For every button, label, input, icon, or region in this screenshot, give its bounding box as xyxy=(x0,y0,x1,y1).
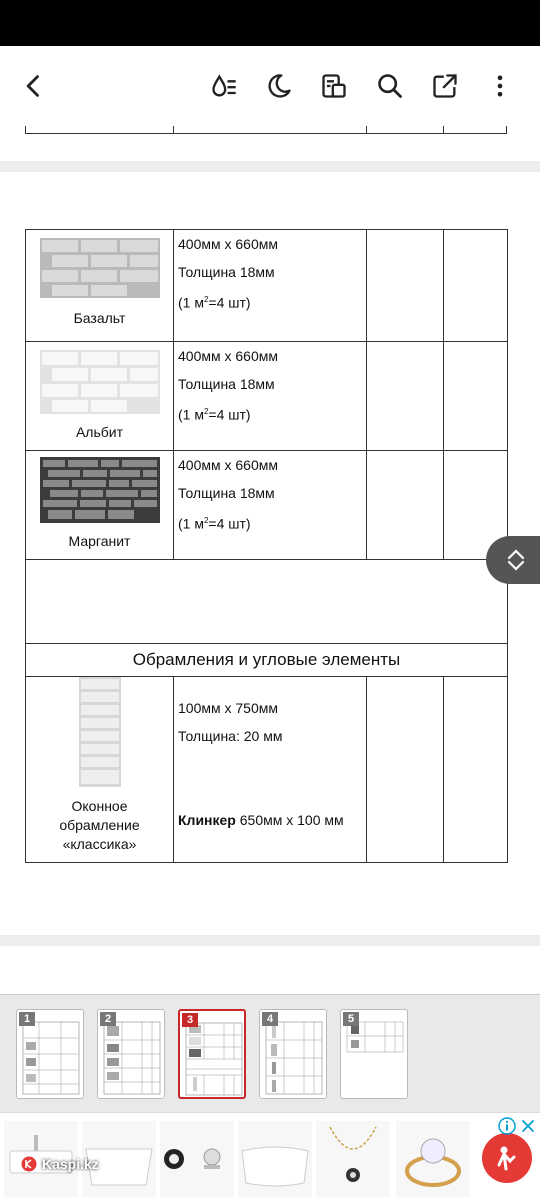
product-size: 100мм х 750мм xyxy=(178,700,278,716)
back-button[interactable] xyxy=(12,64,56,108)
ad-product-tub[interactable] xyxy=(238,1121,312,1197)
product-name: Оконное обрамление «классика» xyxy=(59,798,140,852)
product-quantity: (1 $м^2=4$ шт) xyxy=(178,515,251,532)
product-spec-cell xyxy=(174,677,367,863)
page-thumbnail[interactable]: 2 xyxy=(97,1009,165,1099)
empty-cell xyxy=(444,342,508,451)
search-icon xyxy=(376,72,404,100)
empty-cell xyxy=(367,677,444,863)
product-image-cell xyxy=(26,451,174,560)
product-quantity: (1 $м^2=4$ шт) xyxy=(178,406,251,423)
dark-mode-icon xyxy=(265,72,293,100)
product-spec-cell xyxy=(174,230,367,342)
text-color-button[interactable] xyxy=(202,64,246,108)
kaspi-logo xyxy=(20,1155,99,1173)
product-image-cell xyxy=(26,342,174,451)
table-bottom-edge xyxy=(25,126,507,134)
back-arrow-icon xyxy=(20,72,48,100)
thumbnail-preview xyxy=(102,1018,162,1098)
product-image-cell xyxy=(26,677,174,863)
marganit-tile-image xyxy=(40,455,160,525)
product-name: Базальт xyxy=(73,310,126,326)
section-title: Обрамления и угловые элементы xyxy=(26,644,508,677)
table-row xyxy=(26,230,508,342)
empty-cell xyxy=(444,230,508,342)
share-icon xyxy=(431,72,459,100)
ad-info-button[interactable] xyxy=(498,1117,516,1135)
thumbnail-preview xyxy=(21,1018,81,1098)
ring-image xyxy=(396,1121,470,1197)
ad-close-button[interactable] xyxy=(520,1117,536,1135)
product-size: 400мм х 660мм xyxy=(178,236,278,252)
ad-product-earrings[interactable] xyxy=(160,1121,234,1197)
ad-banner[interactable] xyxy=(0,1112,540,1200)
empty-merged-cell xyxy=(26,560,508,644)
more-icon xyxy=(486,72,514,100)
document-page-previous xyxy=(0,126,540,161)
window-frame-image xyxy=(79,677,121,787)
earrings-image xyxy=(160,1121,234,1197)
chevron-down-icon xyxy=(506,560,526,572)
reflow-icon xyxy=(320,72,348,100)
product-thickness: Толщина 18мм xyxy=(178,264,275,280)
ad-product-necklace[interactable] xyxy=(316,1121,390,1197)
table-row xyxy=(26,677,508,863)
tub-image xyxy=(238,1121,312,1197)
product-spec-cell xyxy=(174,451,367,560)
product-table xyxy=(25,229,508,863)
albit-tile-image xyxy=(40,346,160,418)
search-button[interactable] xyxy=(368,64,412,108)
page-thumbnail[interactable]: 5 xyxy=(340,1009,408,1099)
product-thickness: Толщина: 20 мм xyxy=(178,728,283,744)
kaspi-brand-text: Kaspi.kz xyxy=(42,1156,99,1172)
dark-mode-button[interactable] xyxy=(257,64,301,108)
product-thickness: Толщина 18мм xyxy=(178,376,275,392)
close-icon xyxy=(520,1117,536,1135)
empty-cell xyxy=(367,230,444,342)
kaspi-badge[interactable] xyxy=(482,1133,532,1183)
basalt-tile-image xyxy=(40,234,160,302)
status-bar xyxy=(0,0,540,46)
reflow-button[interactable] xyxy=(312,64,356,108)
necklace-image xyxy=(316,1121,390,1197)
document-page-next xyxy=(0,946,540,994)
page-thumbnail[interactable]: 4 xyxy=(259,1009,327,1099)
product-name: Марганит xyxy=(68,533,131,549)
table-row xyxy=(26,560,508,644)
empty-cell xyxy=(444,677,508,863)
product-image-cell xyxy=(26,230,174,342)
thumbnail-preview xyxy=(345,1018,405,1098)
kaspi-figure-icon xyxy=(492,1143,522,1173)
table-row xyxy=(26,342,508,451)
clinker-spec: Клинкер 650мм х 100 мм xyxy=(178,812,344,828)
page-thumbnail[interactable]: 1 xyxy=(16,1009,84,1099)
empty-cell xyxy=(367,451,444,560)
thumbnail-preview xyxy=(184,1019,244,1099)
product-quantity: (1 $м^2=4$ шт) xyxy=(178,294,251,311)
product-thickness: Толщина 18мм xyxy=(178,485,275,501)
table-row xyxy=(26,451,508,560)
product-spec-cell xyxy=(174,342,367,451)
empty-cell xyxy=(367,342,444,451)
toolbar xyxy=(0,46,540,126)
page-scroll-button[interactable] xyxy=(486,536,540,584)
thumbnail-preview xyxy=(264,1018,324,1098)
table-row xyxy=(26,644,508,677)
more-button[interactable] xyxy=(478,64,522,108)
document-page xyxy=(0,172,540,935)
product-name: Альбит xyxy=(75,424,124,440)
page-thumbnail-strip xyxy=(0,994,540,1112)
text-color-icon xyxy=(210,72,238,100)
kaspi-logo-icon xyxy=(20,1155,38,1173)
chevron-up-icon xyxy=(506,548,526,560)
ad-product-ring[interactable] xyxy=(396,1121,470,1197)
product-size: 400мм х 660мм xyxy=(178,457,278,473)
share-button[interactable] xyxy=(423,64,467,108)
page-thumbnail-current[interactable]: 3 xyxy=(178,1009,246,1099)
product-size: 400мм х 660мм xyxy=(178,348,278,364)
info-icon xyxy=(498,1117,516,1135)
